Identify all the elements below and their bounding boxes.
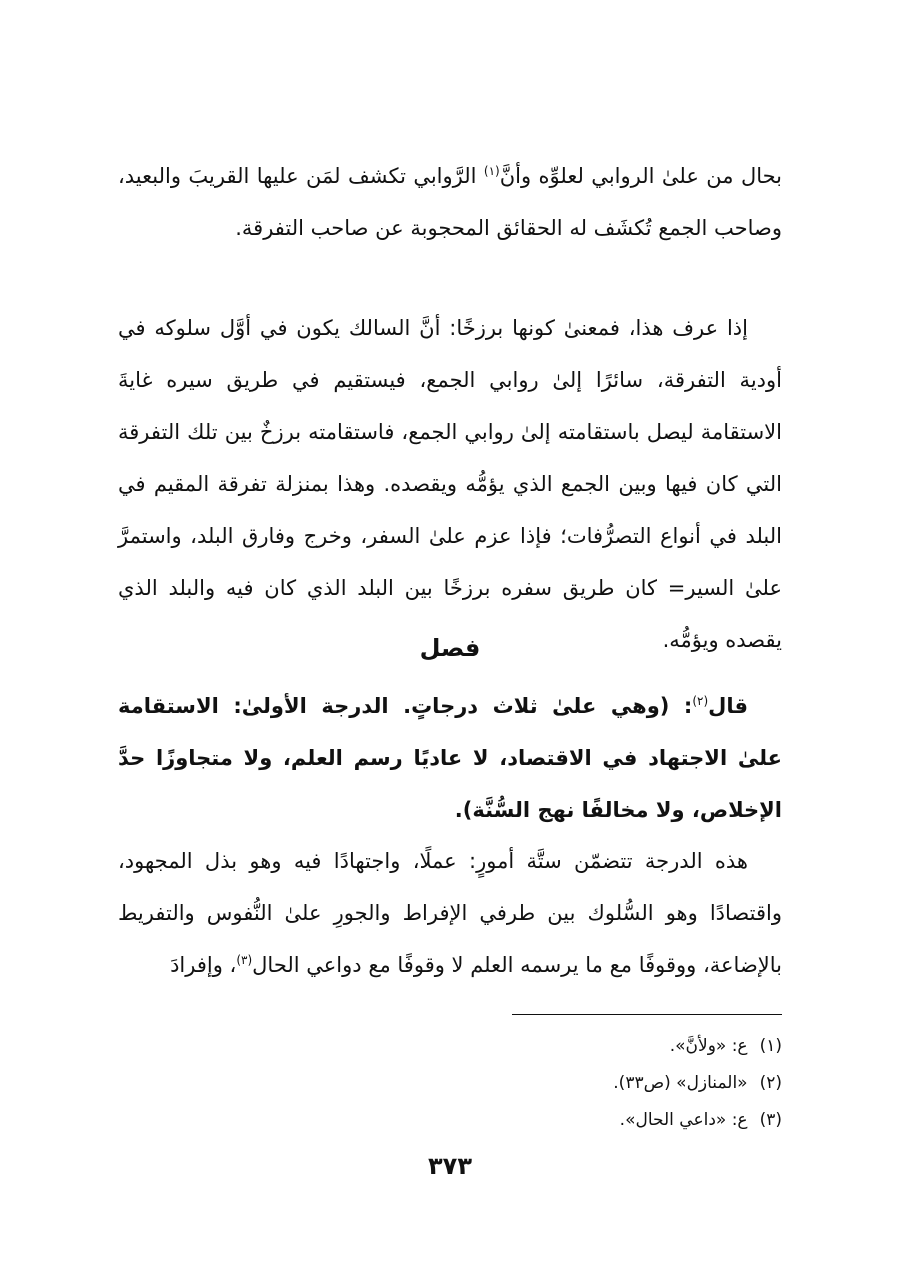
paragraph-1-part-b: الرَّوابي تكشف لمَن عليها القريبَ والبعيد، وصاحب الجمع تُكشَف له الحقائق المحجوبة عن صاحب التفرقة.: [118, 164, 782, 240]
page-number: ٣٧٣: [428, 1152, 472, 1180]
footnote-ref-3[interactable]: (٣): [236, 953, 253, 967]
paragraph-4-text: [118, 835, 782, 991]
footnote-text: ع: «داعي الحال».: [619, 1110, 748, 1130]
footnote-number: (٢): [759, 1073, 782, 1093]
paragraph-1-part-a: بحال من علىٰ الروابي لعلوِّه وأنَّ: [499, 164, 782, 188]
footnote-number: (١): [759, 1036, 782, 1056]
footnote-number: (٣): [759, 1110, 782, 1130]
paragraph-3-lead: قال: [708, 694, 748, 718]
paragraph-3-text: [118, 680, 782, 836]
paragraph-4-part-b: ، وإفرادَ: [170, 953, 237, 977]
paragraph-1-text: [118, 150, 782, 254]
paragraph-4: [118, 835, 782, 991]
footnote-text: ع: «ولأنَّ».: [669, 1036, 748, 1056]
paragraph-4-part-a: هذه الدرجة تتضمّن ستَّة أمورٍ: عملًا، واجتهادًا فيه وهو بذل المجهود، واقتصادًا وهو السُّلوك بين طرفي الإفراط والجورِ علىٰ النُّفوس والتفريط بالإضاعة، ووقوفًا مع ما يرسمه العلم لا وقوفًا مع دواعي الحال: [118, 849, 782, 977]
footnote-1: [382, 1028, 782, 1065]
footnote-3: [382, 1102, 782, 1139]
footnote-2: [382, 1065, 782, 1102]
footnote-ref-1[interactable]: (١): [483, 164, 500, 178]
paragraph-2-text: إذا عرف هذا، فمعنىٰ كونها برزخًا: أنَّ السالك يكون في أوَّل سلوكه في أودية التفرقة، سائرًا إلىٰ روابي الجمع، فيستقيم في طريق سيره غايةَ الاستقامة ليصل باستقامته إلىٰ روابي الجمع، فاستقامته برزخٌ بين تلك التفرقة التي كان فيها وبين الجمع الذي يؤمُّه ويقصده. وهذا بمنزلة تفرقة المقيم في البلد في أنواع التصرُّفات؛ فإذا عزم علىٰ السفر، وخرج وفارق البلد، واستمرَّ علىٰ السير= كان طريق سفره برزخًا بين البلد الذي كان فيه والبلد الذي يقصده ويؤمُّه.: [118, 316, 782, 652]
footnote-divider: [512, 1014, 782, 1015]
paragraph-2: [118, 302, 782, 666]
footnotes: [382, 1028, 782, 1139]
footnote-ref-2[interactable]: (٢): [692, 694, 709, 708]
footnote-text: «المنازل» (ص٣٣).: [613, 1073, 748, 1093]
paragraph-1: [118, 150, 782, 254]
paragraph-3-quote: [118, 680, 782, 836]
paragraph-3-body: : (وهي علىٰ ثلاث درجاتٍ. الدرجة الأولىٰ: الاستقامة علىٰ الاجتهاد في الاقتصاد، لا عاديًا رسم العلم، ولا متجاوزًا حدَّ الإخلاص، ولا مخالفًا نهج السُّنَّة).: [118, 694, 782, 822]
section-heading: فصل: [419, 634, 481, 662]
